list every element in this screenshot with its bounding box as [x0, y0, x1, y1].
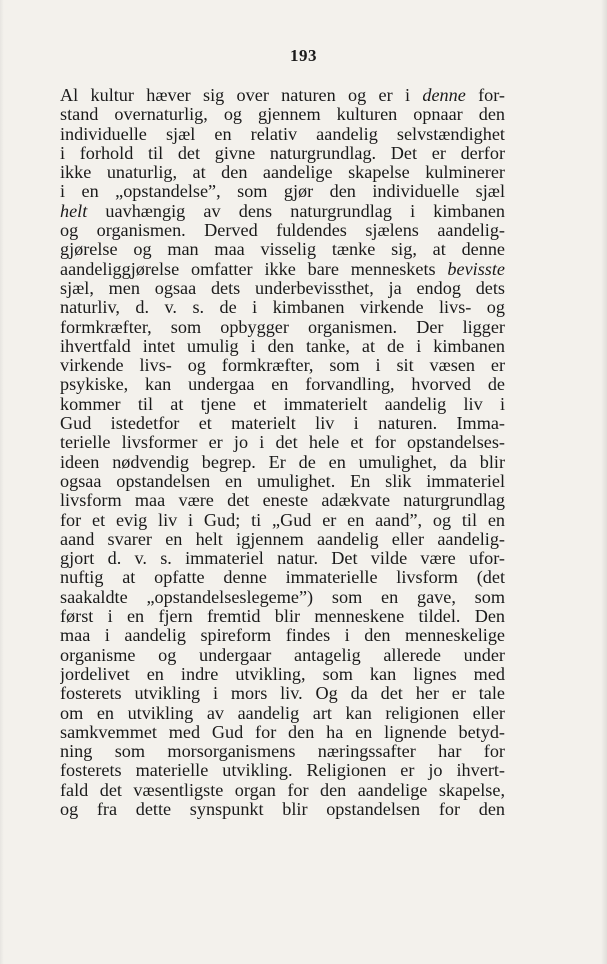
text-segment: maa i aandelig spireform findes i den menneskelige	[60, 626, 505, 646]
text-line	[60, 240, 505, 259]
text-segment: ideen nødvendig begrep. Er de en umulighet, da blir	[60, 452, 505, 472]
text-segment: gjørelse og man maa visselig tænke sig, at denne	[60, 240, 505, 260]
text-line	[60, 723, 505, 742]
text-line	[60, 182, 505, 201]
text-segment: organisme og undergaar antagelig allerede under	[60, 645, 505, 665]
text-segment: samkvemmet med Gud for den ha en lignende betyd-	[60, 722, 505, 742]
text-line	[60, 684, 505, 703]
text-segment: og organismen. Derved fuldendes sjælens aandelig-	[60, 221, 505, 241]
text-line	[60, 761, 505, 780]
text-segment: om en utvikling av aandelig art kan religionen eller	[60, 703, 505, 723]
text-line	[60, 549, 505, 568]
text-segment: og fra dette synspunkt blir opstandelsen for den	[60, 799, 505, 819]
text-line	[60, 511, 505, 530]
text-line	[60, 607, 505, 626]
text-segment: ogsaa opstandelsen en umulighet. En slik immateriel	[60, 471, 505, 491]
text-segment: Gud istedetfor et materielt liv i naturen. Imma-	[60, 414, 505, 434]
body-text	[60, 86, 505, 819]
page-number: 193	[290, 46, 317, 65]
text-line	[60, 125, 505, 144]
text-line	[60, 260, 505, 279]
text-line	[60, 453, 505, 472]
text-segment: virkende livs- og formkræfter, som i sit væsen er	[60, 356, 505, 376]
text-segment: først i en fjern fremtid blir menneskene tildel. Den	[60, 607, 505, 627]
text-line	[60, 491, 505, 510]
text-line	[60, 221, 505, 240]
text-segment: aandeliggjørelse omfatter ikke bare menneskets	[60, 259, 448, 279]
text-line	[60, 530, 505, 549]
text-segment: for-	[465, 86, 505, 105]
text-line	[60, 665, 505, 684]
text-segment: sjæl, men ogsaa dets underbevissthet, ja endog dets	[60, 278, 505, 298]
text-segment: for et evig liv i Gud; ti „Gud er en aand”, og til en	[60, 510, 505, 530]
text-segment: ning som morsorganismens næringssafter har for	[60, 742, 505, 762]
text-line	[60, 375, 505, 394]
text-line	[60, 144, 505, 163]
text-line	[60, 318, 505, 337]
text-line	[60, 279, 505, 298]
page-right-edge	[601, 0, 607, 964]
text-segment: fosterets materielle utvikling. Religionen er jo ihvert-	[60, 761, 505, 781]
text-line	[60, 337, 505, 356]
text-line	[60, 742, 505, 761]
text-line	[60, 86, 505, 105]
text-segment: psykiske, kan undergaa en forvandling, hvorved de	[60, 375, 505, 395]
text-segment: uavhængig av dens naturgrundlag i kimbanen	[87, 201, 505, 221]
text-segment: saakaldte „opstandelseslegeme”) som en gave, som	[60, 587, 505, 607]
text-line	[60, 588, 505, 607]
text-line	[60, 472, 505, 491]
text-line	[60, 395, 505, 414]
text-line	[60, 704, 505, 723]
text-segment: Al kultur hæver sig over naturen og er i	[60, 86, 423, 105]
text-line	[60, 356, 505, 375]
text-segment: stand overnaturlig, og gjennem kulturen opnaar den	[60, 105, 505, 125]
italic-text: bevisste	[447, 259, 505, 279]
text-segment: ihvertfald intet umulig i den tanke, at de i kimbanen	[60, 336, 505, 356]
text-line	[60, 433, 505, 452]
text-segment: nuftig at opfatte denne immaterielle livsform (det	[60, 568, 505, 588]
text-segment: aand svarer en helt igjennem aandelig eller aandelig-	[60, 529, 505, 549]
text-segment: i en „opstandelse”, som gjør den individuelle sjæl	[60, 182, 505, 202]
text-line	[60, 105, 505, 124]
text-segment: naturliv, d. v. s. de i kimbanen virkende livs- og	[60, 298, 505, 318]
page-left-edge	[0, 0, 4, 964]
text-line	[60, 800, 505, 819]
text-line	[60, 163, 505, 182]
text-segment: i forhold til det givne naturgrundlag. Det er derfor	[60, 143, 505, 163]
text-segment: fald det væsentligste organ for den aandelige skapelse,	[60, 780, 505, 800]
text-line	[60, 781, 505, 800]
text-segment: livsform maa være det eneste adækvate naturgrundlag	[60, 491, 505, 511]
text-line	[60, 414, 505, 433]
text-line	[60, 298, 505, 317]
text-line	[60, 646, 505, 665]
text-segment: ikke unaturlig, at den aandelige skapelse kulminerer	[60, 163, 505, 183]
text-segment: gjort d. v. s. immateriel natur. Det vilde være ufor-	[60, 549, 505, 569]
italic-text: denne	[422, 86, 466, 105]
text-segment: kommer til at tjene et immaterielt aandelig liv i	[60, 394, 505, 414]
text-segment: jordelivet en indre utvikling, som kan lignes med	[60, 664, 505, 684]
text-line	[60, 568, 505, 587]
text-segment: individuelle sjæl en relativ aandelig selvstændighet	[60, 124, 505, 144]
text-line	[60, 626, 505, 645]
text-segment: fosterets utvikling i mors liv. Og da det her er tale	[60, 684, 505, 704]
italic-text: helt	[60, 201, 88, 221]
text-segment: terielle livsformer er jo i det hele et for opstandelses-	[60, 433, 505, 453]
text-line	[60, 202, 505, 221]
text-segment: formkræfter, som opbygger organismen. Der ligger	[60, 317, 505, 337]
